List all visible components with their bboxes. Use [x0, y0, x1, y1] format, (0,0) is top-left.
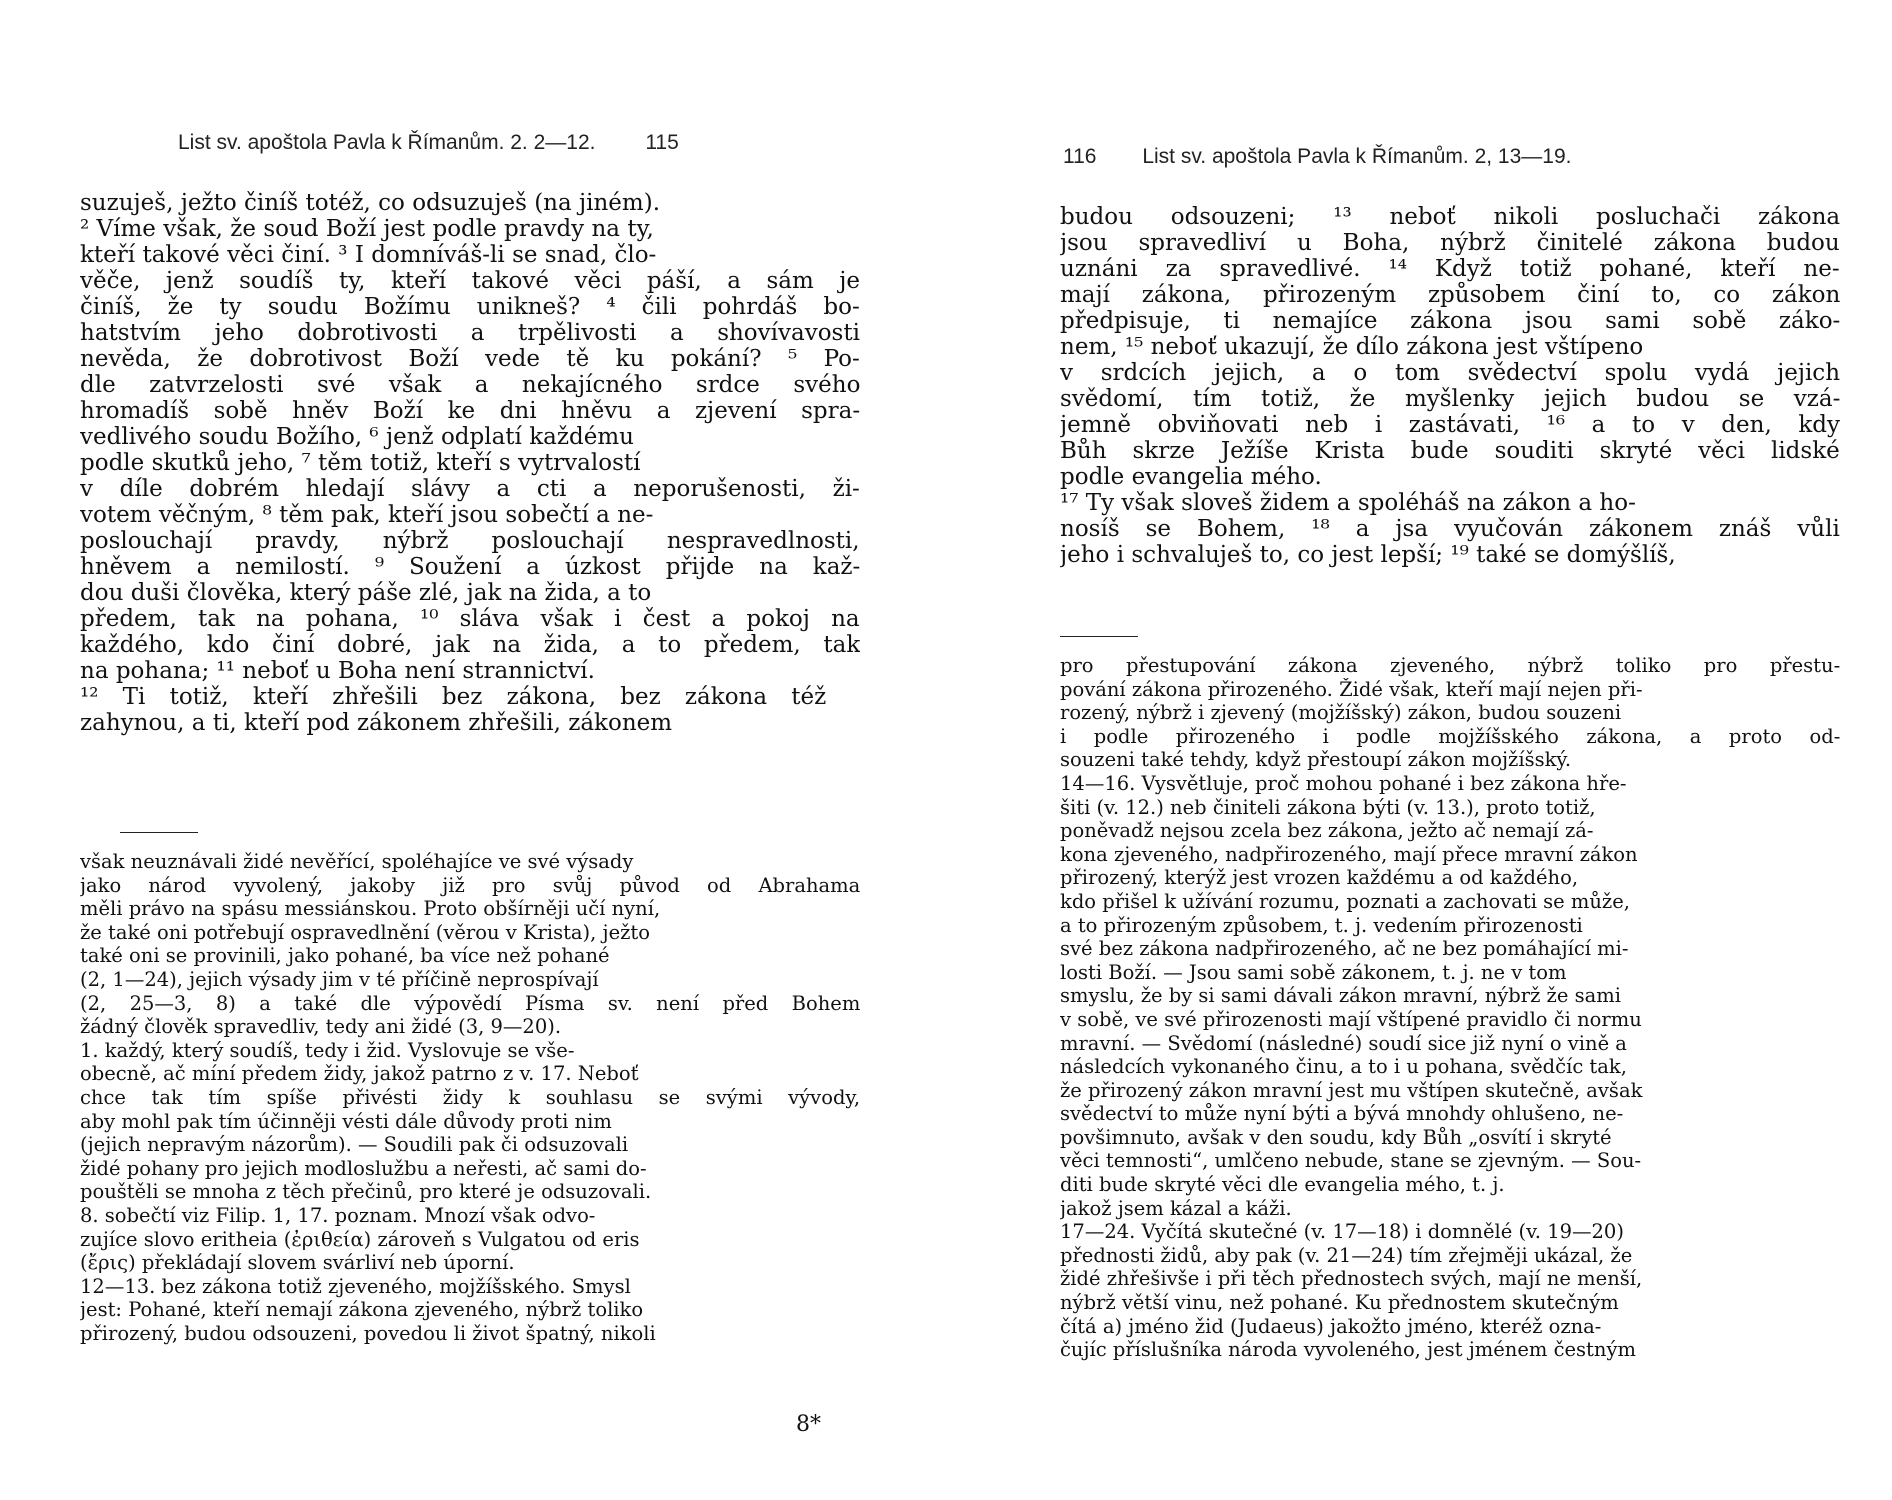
footnote-line: své bez zákona nadpřirozeného, ač ne bez pomáhající mi- [1060, 937, 1629, 961]
footnote-line: kona zjeveného, nadpřirozeného, mají přece mravní zákon [1060, 842, 1638, 866]
footnote-line: obecně, ač míní předem židy, jakož patrno z v. 17. Neboť [80, 1062, 639, 1086]
footnote-line: pování zákona přirozeného. Židé však, kteří mají nejen při- [1060, 677, 1643, 701]
left-main-text [80, 190, 860, 736]
right-running-header [1063, 145, 1571, 169]
footnote-line: žádný člověk spravedliv, tedy ani židé (3, 9—20). [80, 1015, 562, 1039]
signature-mark: 8* [796, 1412, 821, 1437]
text-line: činíš, že ty soudu Božímu unikneš? ⁴ čili pohrdáš bo- [80, 294, 860, 320]
right-header-title: List sv. apoštola Pavla k Římanům. 2, 13—19. [1142, 145, 1572, 168]
footnote-line: 14—16. Vysvětluje, proč mohou pohané i bez zákona hře- [1060, 771, 1627, 795]
footnote-line: čítá a) jméno žid (Judaeus) jakožto jméno, kteréž ozna- [1060, 1314, 1602, 1338]
text-line: jsou spravedliví u Boha, nýbrž činitelé zákona budou [1060, 230, 1840, 256]
left-header-title: List sv. apoštola Pavla k Římanům. 2. 2—12. [178, 131, 596, 154]
right-footnotes [1060, 654, 1840, 1362]
footnote-line: přirozený, kterýž jest vrozen každému a od každého, [1060, 866, 1579, 890]
footnote-line: šiti (v. 12.) neb činiteli zákona býti (v. 13.), proto totiž, [1060, 795, 1596, 819]
footnote-line: následcích vykonaného činu, a to i u pohana, svědčíc tak, [1060, 1055, 1627, 1079]
footnote-line: však neuznávali židé nevěřící, spoléhajíce ve své výsady [80, 850, 634, 873]
text-line: nevěda, že dobrotivost Boží vede tě ku pokání? ⁵ Po- [80, 346, 860, 372]
text-line: nosíš se Bohem, ¹⁸ a jsa vyučován zákonem znáš vůli [1060, 516, 1840, 542]
footnote-line: i podle přirozeného i podle mojžíšského zákona, a proto od- [1060, 724, 1840, 748]
footnote-line: nýbrž větší vinu, než pohané. Ku přednostem skutečným [1060, 1291, 1619, 1315]
text-line: jemně obviňovati neb i zastávati, ¹⁶ a to v den, kdy [1060, 412, 1840, 438]
footnote-line: losti Boží. — Jsou sami sobě zákonem, t. j. ne v tom [1060, 960, 1567, 984]
footnote-line: jako národ vyvolený, jakoby již pro svůj původ od Abrahama [80, 873, 860, 897]
footnote-line: (2, 1—24), jejich výsady jim v té příčině neprospívají [80, 967, 599, 991]
footnote-line: (ἔρις) překládají slovem svárliví neb úporní. [80, 1251, 515, 1275]
text-line: mají zákona, přirozeným způsobem činí to, co zákon [1060, 282, 1840, 308]
text-line: podle skutků jeho, ⁷ těm totiž, kteří s vytrvalostí [80, 450, 641, 476]
footnote-line: (jejich nepravým názorům). — Soudili pak či odsuzovali [80, 1133, 629, 1157]
text-line: svědomí, tím totiž, že myšlenky jejich budou se vzá- [1060, 386, 1840, 412]
text-line: v díle dobrém hledají slávy a cti a neporušenosti, ži- [80, 476, 860, 502]
text-line: v srdcích jejich, a o tom svědectví spolu vydá jejich [1060, 360, 1840, 386]
text-line: suzuješ, ježto činíš totéž, co odsuzuješ (na jiném). [80, 190, 661, 216]
right-footnote-rule [1060, 636, 1138, 637]
text-line: hromadíš sobě hněv Boží ke dni hněvu a zjevení spra- [80, 398, 860, 424]
footnote-line: 8. sobečtí viz Filip. 1, 17. poznam. Mnozí však odvo- [80, 1203, 596, 1227]
right-page [946, 0, 1892, 1500]
footnote-line: židé pohany pro jejich modloslužbu a neřesti, ač sami do- [80, 1156, 647, 1180]
footnote-line: svědectví to může nyní býti a bývá mnohdy ohlušeno, ne- [1060, 1102, 1624, 1126]
footnote-line: chce tak tím spíše přivésti židy k souhlasu se svými vývody, [80, 1085, 860, 1109]
text-line: podle evangelia mého. [1060, 464, 1322, 490]
text-line: vedlivého soudu Božího, ⁶ jenž odplatí každému [80, 424, 634, 450]
text-line: předpisuje, ti nemajíce zákona jsou sami sobě záko- [1060, 308, 1840, 334]
text-line: ² Víme však, že soud Boží jest podle pravdy na ty, [80, 216, 654, 242]
text-line: Bůh skrze Ježíše Krista bude souditi skryté věci lidské [1060, 438, 1840, 464]
left-footnote-rule [120, 832, 198, 833]
text-line: věče, jenž soudíš ty, kteří takové věci páší, a sám je [80, 268, 860, 294]
footnote-line: rozený, nýbrž i zjevený (mojžíšský) zákon, budou souzeni [1060, 701, 1622, 725]
text-line: kteří takové věci činí. ³ I domníváš-li se snad, člo- [80, 242, 657, 268]
footnote-line: zujíce slovo eritheia (ἐριθεία) zároveň s Vulgatou od eris [80, 1227, 640, 1251]
footnote-line: povšimnuto, avšak v den soudu, kdy Bůh „osvítí i skryté [1060, 1125, 1612, 1149]
footnote-line: měli právo na spásu messiánskou. Proto obšírněji učí nyní, [80, 897, 661, 921]
text-line: jeho i schvaluješ to, co jest lepší; ¹⁹ také se domýšlíš, [1060, 542, 1676, 568]
footnote-line: židé zhřešivše i při těch přednostech svých, mají ne menší, [1060, 1267, 1643, 1291]
text-line: ¹⁷ Ty však sloveš židem a spoléháš na zákon a ho- [1060, 490, 1636, 516]
footnote-line: v sobě, ve své přirozenosti mají vštípené pravidlo či normu [1060, 1007, 1642, 1031]
footnote-line: čujíc příslušníka národa vyvoleného, jest jménem čestným [1060, 1338, 1636, 1362]
footnote-line: mravní. — Svědomí (následné) soudí sice již nyní o vině a [1060, 1031, 1627, 1055]
text-line: na pohana; ¹¹ neboť u Boha není strannictví. [80, 658, 595, 684]
text-line: hněvem a nemilostí. ⁹ Soužení a úzkost přijde na kaž- [80, 554, 860, 580]
footnote-line: souzeni také tehdy, když přestoupí zákon mojžíšský. [1060, 748, 1572, 772]
right-main-text [1060, 204, 1840, 568]
text-line: ¹² Ti totiž, kteří zhřešili bez zákona, bez zákona též [80, 684, 827, 710]
footnote-line: 1. každý, který soudíš, tedy i žid. Vyslovuje se vše- [80, 1038, 575, 1062]
text-line: poslouchají pravdy, nýbrž poslouchají nespravedlnosti, [80, 528, 860, 554]
left-footnotes [80, 850, 860, 1345]
text-line: nem, ¹⁵ neboť ukazují, že dílo zákona jest vštípeno [1060, 334, 1644, 360]
footnote-line: diti bude skryté věci dle evangelia mého, t. j. [1060, 1173, 1505, 1197]
footnote-line: (2, 25—3, 8) a také dle výpovědí Písma sv. není před Bohem [80, 991, 860, 1015]
footnote-line: také oni se provinili, jako pohané, ba více než pohané [80, 944, 610, 968]
footnote-line: poněvadž nejsou zcela bez zákona, ježto ač nemají zá- [1060, 819, 1594, 843]
footnote-line: jakož jsem kázal a káži. [1060, 1196, 1292, 1220]
text-line: zahynou, a ti, kteří pod zákonem zhřešili, zákonem [80, 710, 673, 736]
footnote-line: že přirozený zákon mravní jest mu vštípen skutečně, avšak [1060, 1078, 1643, 1102]
right-page-number: 116 [1063, 145, 1097, 168]
footnote-line: věci temnosti“, umlčeno nebude, stane se zjevným. — Sou- [1060, 1149, 1642, 1173]
footnote-line: jest: Pohané, kteří nemají zákona zjeveného, nýbrž toliko [80, 1298, 644, 1322]
text-line: uznáni za spravedlivé. ¹⁴ Když totiž pohané, kteří ne- [1060, 256, 1840, 282]
footnote-line: 17—24. Vyčítá skutečné (v. 17—18) i domnělé (v. 19—20) [1060, 1220, 1624, 1244]
text-line: budou odsouzeni; ¹³ neboť nikoli posluchači zákona [1060, 204, 1840, 230]
footnote-line: pro přestupování zákona zjeveného, nýbrž toliko pro přestu- [1060, 654, 1840, 677]
left-page-number: 115 [645, 131, 679, 154]
footnote-line: přirozený, budou odsouzeni, povedou li život špatný, nikoli [80, 1321, 656, 1345]
footnote-line: smyslu, že by si sami dávali zákon mravní, nýbrž že sami [1060, 984, 1621, 1008]
footnote-line: že také oni potřebují ospravedlnění (věrou v Krista), ježto [80, 920, 650, 944]
footnote-line: aby mohl pak tím účinněji vésti dále důvody proti nim [80, 1109, 612, 1133]
footnote-line: 12—13. bez zákona totiž zjeveného, mojžíšského. Smysl [80, 1274, 631, 1298]
footnote-line: přednosti židů, aby pak (v. 21—24) tím zřejměji ukázal, že [1060, 1243, 1633, 1267]
text-line: votem věčným, ⁸ těm pak, kteří jsou sobečtí a ne- [80, 502, 654, 528]
text-line: předem, tak na pohana, ¹⁰ sláva však i čest a pokoj na [80, 606, 860, 632]
text-line: každého, kdo činí dobré, jak na žida, a to předem, tak [80, 632, 860, 658]
text-line: dou duši člověka, který páše zlé, jak na žida, a to [80, 580, 652, 606]
footnote-line: a to přirozeným způsobem, t. j. vedením přirozenosti [1060, 913, 1583, 937]
text-line: dle zatvrzelosti své však a nekajícného srdce svého [80, 372, 860, 398]
text-line: hatstvím jeho dobrotivosti a trpělivosti a shovívavosti [80, 320, 860, 346]
footnote-line: pouštěli se mnoha z těch přečinů, pro které je odsuzovali. [80, 1180, 652, 1204]
left-running-header [178, 131, 679, 155]
footnote-line: kdo přišel k užívání rozumu, poznati a zachovati se může, [1060, 889, 1630, 913]
